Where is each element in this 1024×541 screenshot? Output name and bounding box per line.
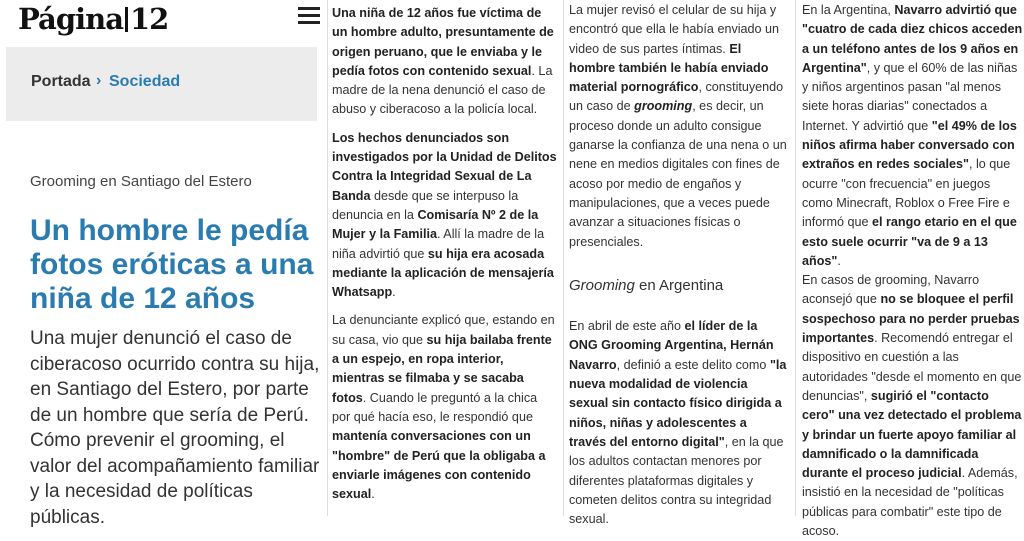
header-column xyxy=(0,0,325,528)
paragraph: La mujer revisó el celular de su hija y encontró que ella le había enviado un video de sus partes íntimas. El hombre también le había enviado material pornográfico, constituyendo un caso de grooming, es decir, un proceso donde un adulto consigue ganarse la confianza de una nena o un nene en medios digitales con fines de acoso por medio de engaños y manipulaciones, que a veces puede avanzar a situaciones físicas o presenciales. xyxy=(569,3,787,249)
paragraph: Una niña de 12 años fue víctima de un hombre adulto, presuntamente de origen peruano, que le enviaba y le pedía fotos con contenido sexual. La madre de la nena denunció el caso de abuso y ciberacoso a la policía local. xyxy=(332,6,554,117)
menu-icon[interactable] xyxy=(298,7,320,28)
chevron-right-icon: › xyxy=(96,72,102,89)
article-kicker: Grooming en Santiago del Estero xyxy=(30,173,252,190)
section-heading: Grooming en Argentina xyxy=(569,276,724,294)
breadcrumb-section-link[interactable]: Sociedad xyxy=(109,73,181,90)
breadcrumb xyxy=(6,47,317,121)
article-body-column-2 xyxy=(569,0,787,527)
article-lead: Una mujer denunció el caso de ciberacoso ocurrido contra su hija, en Santiago del Estero, por parte de un hombre que sería de Perú. Cómo prevenir el grooming, el valor del acompañamiento familiar y la necesidad de políticas públicas. xyxy=(30,328,320,528)
paragraph: En la Argentina, Navarro advirtió que "cuatro de cada diez chicos acceden a un teléfono antes de los 9 años en Argentina", y que el 60% de las niñas y niños argentinos pasan "al menos siete horas diarias" conectados a Internet. Y advirtió que "el 49% de los niños afirma haber conversado con extraños en redes sociales", lo que ocurre "con frecuencia" en juegos como Minecraft, Roblox o Free Fire e informó que el rango etario en el que esto suele ocurrir "va de 9 a 13 años". xyxy=(802,3,1023,268)
breadcrumb-home-link[interactable]: Portada xyxy=(31,73,91,90)
paragraph: En abril de este año el líder de la ONG Grooming Argentina, Hernán Navarro, definió a este delito como "la nueva modalidad de violencia sexual sin contacto físico dirigida a niños, niñas y adolescentes a través del entorno digital", en la que los adultos contactan menores por diferentes plataformas digitales y cometen delitos contra su integridad sexual. xyxy=(569,319,787,527)
paragraph: Los hechos denunciados son investigados por la Unidad de Delitos Contra la Integridad Sexual de La Banda desde que se interpuso la denuncia en la Comisaría Nº 2 de la Mujer y la Familia. Allí la madre de la niña advirtió que su hija era acosada mediante la aplicación de mensajería Whatsapp. xyxy=(332,130,557,300)
column-divider xyxy=(327,0,328,516)
article-body-column-3 xyxy=(802,0,1024,539)
article-body-column-1 xyxy=(332,0,558,516)
column-divider xyxy=(563,0,564,516)
column-divider xyxy=(795,0,796,516)
site-logo[interactable]: Página 12 xyxy=(18,2,169,36)
article-title: Un hombre le pedía fotos eróticas a una niña de 12 años xyxy=(30,214,314,315)
paragraph: La denunciante explicó que, estando en su casa, vio que su hija bailaba frente a un espejo, en ropa interior, mientras se filmaba y se sacaba fotos. Cuando le preguntó a la chica por qué hacía eso, le respondió que mantenía conversaciones con un "hombre" de Perú que la obligaba a enviarle imágenes con contenido sexual. xyxy=(332,313,555,502)
paragraph: En casos de grooming, Navarro aconsejó que no se bloquee el perfil sospechoso para no perder pruebas importantes. Recomendó entregar el dispositivo en cuestión a las autoridades "desde el momento en que denuncias", sugirió el "contacto cero" una vez detectado el problema y brindar un fuerte apoyo familiar al damnificado o la damnificada durante el proceso judicial. Además, insistió en la necesidad de "políticas públicas para combatir" este tipo de acoso. xyxy=(802,273,1022,539)
